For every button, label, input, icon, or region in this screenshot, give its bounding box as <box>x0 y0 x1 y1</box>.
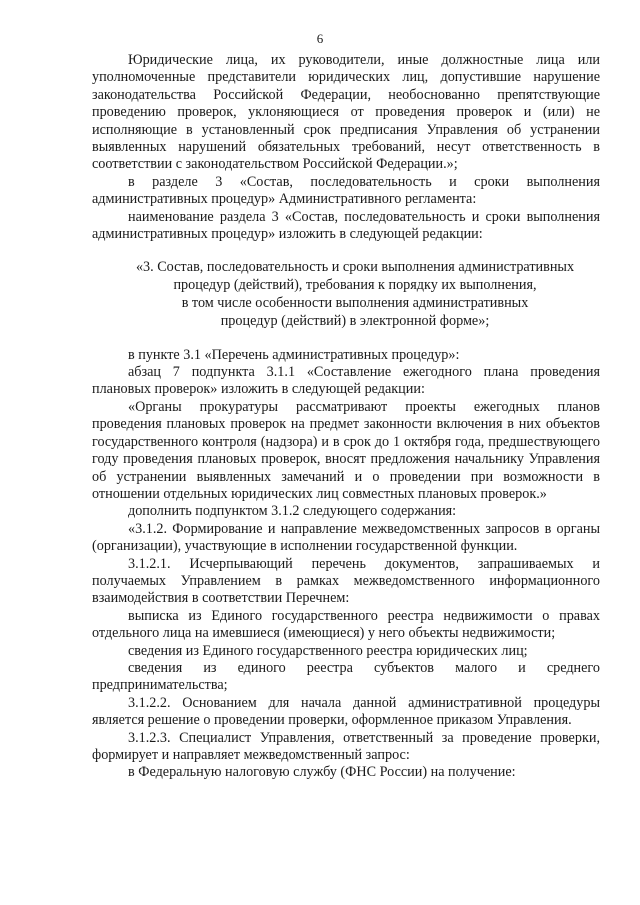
paragraph-3-1-2-3: 3.1.2.3. Специалист Управления, ответственный за проведение проверки, формирует и направляет межведомственный запрос: <box>92 729 600 763</box>
section-title-line: процедур (действий) в электронной форме»; <box>220 312 490 329</box>
paragraph-prosecutors: «Органы прокуратуры рассматривают проекты ежегодных планов проведения плановых проверок на предмет законности включения в них объектов государственного контроля (надзора) и в срок до 1 октября года, предшествующего году проведения плановых проверок, вносят предложения начальнику Управления об устранении выявленных замечаний и о проведении при возможности в отношении отдельных юридических лиц совместных плановых проверок.» <box>92 398 600 502</box>
section-title-line: процедур (действий), требования к порядку их выполнения, <box>173 277 537 294</box>
section-title-line: «3. Состав, последовательность и сроки выполнения административных <box>135 259 575 276</box>
paragraph-liability: Юридические лица, их руководители, иные должностные лица или уполномоченные представители юридических лиц, допустившие нарушение законодательства Российской Федерации, необоснованно препятствующие проведению проверок, уклоняющиеся от проведения проверок и (или) не исполняющие в установленный срок предписания Управления об устранении выявленных нарушений обязательных требований, несут ответственность в соответствии с законодательством Российской Федерации.»; <box>92 52 600 173</box>
paragraph-3-1-2-1: 3.1.2.1. Исчерпывающий перечень документов, запрашиваемых и получаемых Управлением в рамках межведомственного информационного взаимодействия в соответствии Перечнем: <box>92 555 600 607</box>
document-body <box>92 52 600 782</box>
paragraph-add-3-1-2: дополнить подпунктом 3.1.2 следующего содержания: <box>128 503 457 520</box>
paragraph-egrul: сведения из Единого государственного реестра юридических лиц; <box>128 642 528 659</box>
section-3-new-title <box>110 259 600 330</box>
paragraph-section-3-title-change: наименование раздела 3 «Состав, последовательность и сроки выполнения административных процедур» изложить в следующей редакции: <box>92 208 600 243</box>
section-title-line: в том числе особенности выполнения административных <box>181 295 529 312</box>
paragraph-3-1-2-2: 3.1.2.2. Основанием для начала данной административной процедуры является решение о проведении проверки, оформленное приказом Управления. <box>92 694 600 729</box>
paragraph-3-1-2: «3.1.2. Формирование и направление межведомственных запросов в органы (организации), участвующие в исполнении государственной функции. <box>92 520 600 555</box>
page-number: 6 <box>316 31 324 46</box>
paragraph-abzac-7: абзац 7 подпункта 3.1.1 «Составление ежегодного плана проведения плановых проверок» изложить в следующей редакции: <box>92 364 600 398</box>
paragraph-egrn-extract: выписка из Единого государственного реестра недвижимости о правах отдельного лица на имевшиеся (имеющиеся) у него объекты недвижимости; <box>92 607 600 642</box>
paragraph-fns: в Федеральную налоговую службу (ФНС России) на получение: <box>128 764 516 781</box>
paragraph-point-3-1: в пункте 3.1 «Перечень административных процедур»: <box>128 346 460 363</box>
paragraph-sme-registry: сведения из единого реестра субъектов малого и среднего предпринимательства; <box>92 659 600 694</box>
paragraph-section-3-intro: в разделе 3 «Состав, последовательность и сроки выполнения административных процедур» Административного регламента: <box>92 173 600 208</box>
